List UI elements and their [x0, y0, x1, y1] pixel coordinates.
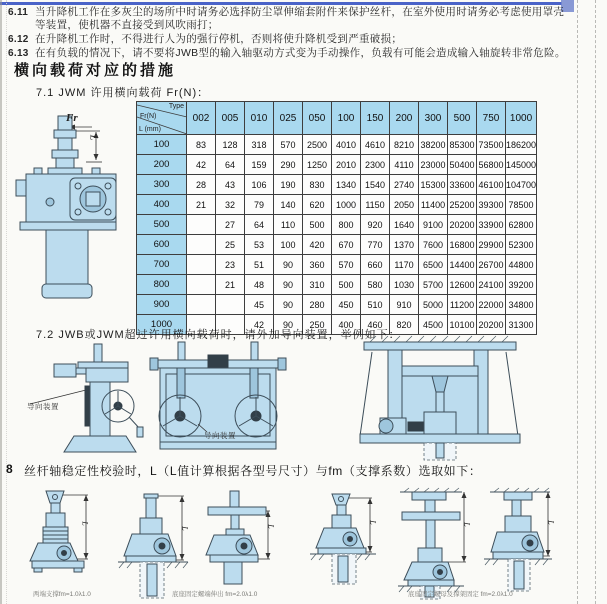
support-caption-1: 两端支撑fm=1.0λ1.0 — [33, 591, 91, 598]
fr-value-cell: 53 — [245, 235, 274, 255]
row-header-length: 900 — [137, 295, 187, 315]
fr-value-cell: 16800 — [448, 235, 477, 255]
section7-1-subheading: 7.1 JWM 许用横向载荷 Fr(N)： — [36, 87, 210, 99]
guide-device-label-2: 导向装置 — [204, 431, 236, 440]
fr-value-cell: 14400 — [448, 255, 477, 275]
table-body — [137, 135, 537, 335]
fr-value-cell: 32 — [216, 195, 245, 215]
fr-value-cell — [187, 295, 216, 315]
fr-value-cell: 42 — [245, 315, 274, 335]
fr-value-cell: 20200 — [448, 215, 477, 235]
fr-value-cell — [187, 255, 216, 275]
fr-value-cell — [187, 275, 216, 295]
fr-value-cell: 27 — [216, 215, 245, 235]
column-header: 010 — [245, 102, 274, 135]
fr-value-cell: 2050 — [390, 195, 419, 215]
fr-value-cell: 46100 — [477, 175, 506, 195]
fr-value-cell: 250 — [303, 315, 332, 335]
section8-number: 8 — [6, 462, 14, 476]
table-row — [137, 175, 537, 195]
fr-load-table — [136, 101, 537, 335]
fr-value-cell: 62800 — [506, 215, 537, 235]
header-row — [137, 102, 537, 135]
fr-value-cell: 830 — [303, 175, 332, 195]
fr-value-cell: 159 — [245, 155, 274, 175]
fr-value-cell: 1340 — [332, 175, 361, 195]
fr-value-cell: 570 — [274, 135, 303, 155]
fr-value-cell: 186200 — [506, 135, 537, 155]
fr-value-cell: 400 — [332, 315, 361, 335]
fr-value-cell: 4500 — [419, 315, 448, 335]
column-header: 002 — [187, 102, 216, 135]
fr-value-cell: 620 — [303, 195, 332, 215]
table-row — [137, 295, 537, 315]
corner-fr-label: Fr(N) — [140, 113, 157, 120]
fr-value-cell: 5000 — [419, 295, 448, 315]
fr-value-cell: 450 — [332, 295, 361, 315]
fr-value-cell: 100 — [274, 235, 303, 255]
l-dimension-label: L — [368, 520, 378, 525]
jack-support-type-3-figure — [198, 489, 278, 589]
fr-value-cell: 460 — [361, 315, 390, 335]
fr-value-cell: 1540 — [361, 175, 390, 195]
column-header: 750 — [477, 102, 506, 135]
fr-value-cell: 104700 — [506, 175, 537, 195]
note-text: 当升降机工作在多灰尘的场所中时请务必选择防尘罩伸缩套附件来保护丝杆，在室外使用时请务必考虑使用罩壳等装置，使机器不直接受到风吹雨打； — [35, 6, 565, 31]
fr-value-cell: 500 — [303, 215, 332, 235]
fr-value-cell — [187, 215, 216, 235]
note-text: 在有负载的情况下，请不要将JWB型的输入轴驱动方式变为手动操作，负载有可能会造成输入轴旋转非常危险。 — [35, 47, 566, 59]
top-accent-line — [0, 2, 562, 5]
fr-value-cell: 20200 — [477, 315, 506, 335]
fr-value-cell: 45 — [245, 295, 274, 315]
column-header: 1000 — [506, 102, 537, 135]
row-header-length: 800 — [137, 275, 187, 295]
fr-value-cell: 56800 — [477, 155, 506, 175]
column-header: 005 — [216, 102, 245, 135]
l-dimension-label: L — [87, 134, 99, 141]
jack-support-type-6-figure — [484, 488, 556, 596]
column-header: 050 — [303, 102, 332, 135]
column-header: 500 — [448, 102, 477, 135]
fr-value-cell: 9100 — [419, 215, 448, 235]
fr-value-cell: 38200 — [419, 135, 448, 155]
fr-value-cell: 920 — [361, 215, 390, 235]
fr-value-cell: 51 — [245, 255, 274, 275]
note-item — [8, 33, 566, 46]
fr-value-cell: 12600 — [448, 275, 477, 295]
fr-value-cell: 1150 — [361, 195, 390, 215]
fr-value-cell: 90 — [274, 275, 303, 295]
fr-value-cell: 44800 — [506, 255, 537, 275]
table-row — [137, 195, 537, 215]
row-header-length: 700 — [137, 255, 187, 275]
fr-value-cell: 21 — [187, 195, 216, 215]
fr-value-cell: 11200 — [448, 295, 477, 315]
jack-support-type-5-figure — [396, 488, 472, 600]
fr-value-cell: 770 — [361, 235, 390, 255]
row-header-length: 1000 — [137, 315, 187, 335]
fr-value-cell: 190 — [274, 175, 303, 195]
fr-value-cell: 52300 — [506, 235, 537, 255]
fr-value-cell: 140 — [274, 195, 303, 215]
column-header: 025 — [274, 102, 303, 135]
table-row — [137, 255, 537, 275]
fr-value-cell: 8210 — [390, 135, 419, 155]
fr-value-cell: 29900 — [477, 235, 506, 255]
section7-2-subheading: 7.2 JWB或JWM超过许用横向载荷时，请外加导向装置，举例如下： — [36, 329, 401, 341]
fr-value-cell: 39300 — [477, 195, 506, 215]
fr-value-cell: 83 — [187, 135, 216, 155]
row-header-length: 200 — [137, 155, 187, 175]
row-header-length: 400 — [137, 195, 187, 215]
fr-value-cell: 1250 — [303, 155, 332, 175]
fr-value-cell: 580 — [361, 275, 390, 295]
fr-value-cell: 570 — [332, 255, 361, 275]
fr-value-cell: 21 — [216, 275, 245, 295]
l-dimension-label: L — [546, 520, 556, 525]
section8-heading: 丝杆轴稳定性校验时，L（L值计算根据各型号尺寸）与fm（支撑系数）选取如下： — [24, 464, 482, 478]
fr-value-cell: 42 — [187, 155, 216, 175]
fr-value-cell: 85300 — [448, 135, 477, 155]
fr-value-cell: 290 — [274, 155, 303, 175]
l-dimension-label: L — [80, 521, 90, 526]
fr-value-cell: 25 — [216, 235, 245, 255]
jack-support-type-1-figure — [26, 489, 92, 587]
fr-value-cell: 1370 — [390, 235, 419, 255]
fr-value-cell: 15300 — [419, 175, 448, 195]
column-header: 200 — [390, 102, 419, 135]
fr-value-cell: 6500 — [419, 255, 448, 275]
fr-value-cell: 280 — [303, 295, 332, 315]
fr-value-cell: 90 — [274, 255, 303, 275]
section8-heading-row — [6, 462, 586, 479]
fr-value-cell: 48 — [245, 275, 274, 295]
left-scan-edge — [0, 0, 2, 604]
l-dimension-label: L — [462, 522, 472, 527]
column-header: 150 — [361, 102, 390, 135]
fr-value-cell: 145000 — [506, 155, 537, 175]
fr-value-cell: 1170 — [390, 255, 419, 275]
support-caption-3: 底座固定螺母及撑架固定 fm=2.0λ1.0 — [408, 591, 513, 598]
row-header-length: 100 — [137, 135, 187, 155]
note-item — [8, 6, 566, 32]
support-caption-2: 底座固定螺端伸出 fm=2.0λ1.0 — [172, 591, 258, 598]
fr-value-cell: 90 — [274, 315, 303, 335]
fr-value-cell: 24100 — [477, 275, 506, 295]
row-header-length: 300 — [137, 175, 187, 195]
fr-value-cell: 50400 — [448, 155, 477, 175]
fr-value-cell: 33900 — [477, 215, 506, 235]
fr-value-cell: 2010 — [332, 155, 361, 175]
row-header-length: 500 — [137, 215, 187, 235]
fr-value-cell: 64 — [216, 155, 245, 175]
fr-value-cell: 23 — [216, 255, 245, 275]
fr-value-cell: 310 — [303, 275, 332, 295]
fr-value-cell: 420 — [303, 235, 332, 255]
fr-value-cell: 78500 — [506, 195, 537, 215]
table-row — [137, 275, 537, 295]
jack-support-type-4-figure — [310, 490, 378, 590]
table-row — [137, 135, 537, 155]
fr-value-cell: 910 — [390, 295, 419, 315]
fr-value-cell: 31300 — [506, 315, 537, 335]
table-corner-cell — [137, 102, 187, 135]
note-number: 6.11 — [8, 7, 29, 18]
fr-value-cell: 22000 — [477, 295, 506, 315]
fr-value-cell: 1640 — [390, 215, 419, 235]
fr-value-cell: 500 — [332, 275, 361, 295]
fr-value-cell: 11400 — [419, 195, 448, 215]
column-header: 100 — [332, 102, 361, 135]
fr-value-cell: 25200 — [448, 195, 477, 215]
screw-jack-front-view-figure — [8, 112, 134, 308]
table-row — [137, 155, 537, 175]
fr-value-cell: 510 — [361, 295, 390, 315]
fr-value-cell: 39200 — [506, 275, 537, 295]
fr-value-cell: 4610 — [361, 135, 390, 155]
fr-dimension-label: Fr — [66, 112, 78, 124]
fr-value-cell: 660 — [361, 255, 390, 275]
fr-value-cell: 800 — [332, 215, 361, 235]
table-row — [137, 215, 537, 235]
fr-value-cell — [187, 235, 216, 255]
fr-value-cell: 820 — [390, 315, 419, 335]
guided-jack-column-figure — [50, 344, 162, 456]
fr-value-cell: 360 — [303, 255, 332, 275]
fr-value-cell: 106 — [245, 175, 274, 195]
fr-value-cell: 79 — [245, 195, 274, 215]
table-row — [137, 235, 537, 255]
fr-value-cell: 10100 — [448, 315, 477, 335]
corner-type-label: Type — [168, 103, 184, 110]
fr-value-cell: 2300 — [361, 155, 390, 175]
right-dashed-edge-outer — [595, 0, 596, 604]
note-text: 在升降机工作时，不得进行人为的强行停机，否则将使升降机受到严重破损； — [35, 33, 403, 45]
section7-heading: 横向载荷对应的措施 — [14, 62, 177, 79]
fr-value-cell: 1030 — [390, 275, 419, 295]
fr-value-cell: 26700 — [477, 255, 506, 275]
guide-device-label-1: 导向装置 — [27, 402, 59, 411]
row-header-length: 600 — [137, 235, 187, 255]
l-dimension-label: L — [180, 526, 190, 531]
fr-value-cell: 670 — [332, 235, 361, 255]
fr-value-cell: 28 — [187, 175, 216, 195]
fr-value-cell: 110 — [274, 215, 303, 235]
fr-value-cell: 43 — [216, 175, 245, 195]
fr-value-cell: 73500 — [477, 135, 506, 155]
corner-l-label: L (mm) — [139, 126, 161, 133]
fr-value-cell: 128 — [216, 135, 245, 155]
fr-value-cell: 33600 — [448, 175, 477, 195]
fr-value-cell: 7600 — [419, 235, 448, 255]
note-number: 6.12 — [8, 34, 29, 45]
right-dashed-edge-inner — [577, 0, 578, 604]
fr-value-cell: 318 — [245, 135, 274, 155]
l-dimension-label: L — [266, 524, 276, 529]
fr-value-cell: 1000 — [332, 195, 361, 215]
fr-value-cell: 90 — [274, 295, 303, 315]
fr-value-cell: 2500 — [303, 135, 332, 155]
fr-value-cell: 4010 — [332, 135, 361, 155]
fr-value-cell — [216, 295, 245, 315]
fr-value-cell: 34800 — [506, 295, 537, 315]
fr-value-cell: 23000 — [419, 155, 448, 175]
fr-value-cell: 64 — [245, 215, 274, 235]
frame-mounted-jack-figure — [356, 334, 524, 462]
fr-value-cell: 2740 — [390, 175, 419, 195]
jack-support-type-2-figure — [118, 494, 190, 602]
left-dotted-edge — [6, 0, 7, 604]
safety-notes — [8, 6, 566, 61]
column-header: 300 — [419, 102, 448, 135]
note-number: 6.13 — [8, 48, 29, 59]
fr-value-cell: 5700 — [419, 275, 448, 295]
fr-value-cell: 4110 — [390, 155, 419, 175]
